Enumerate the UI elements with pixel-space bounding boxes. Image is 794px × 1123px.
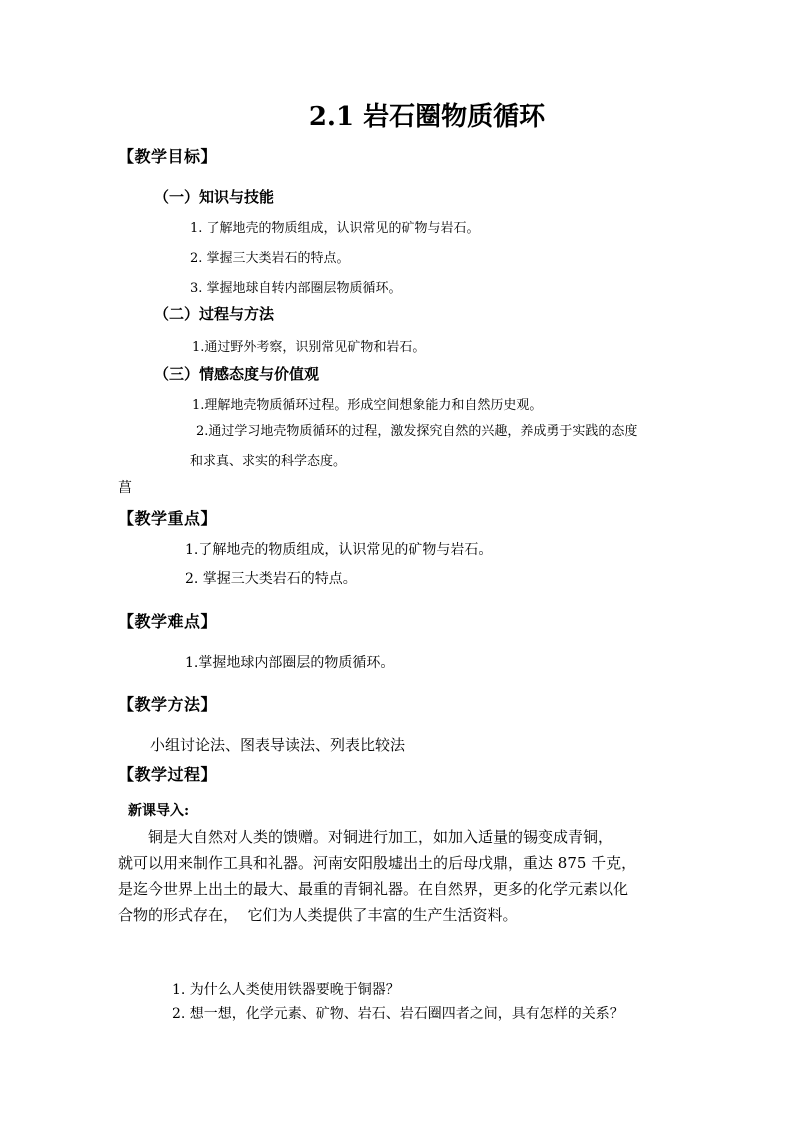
question-1: 1. 为什么人类使用铁器要晚于铜器？ <box>172 982 400 998</box>
page-title: 2.1 岩石圈物质循环 <box>308 102 546 132</box>
section-heading-process: 【教学过程】 <box>118 765 218 784</box>
intro-paragraph-line-1: 铜是大自然对人类的馈赠。对铜进行加工，如加入适量的锡变成青铜， <box>148 828 614 846</box>
emotion-item-2: 2.通过学习地壳物质循环的过程，激发探究自然的兴趣，养成勇于实践的态度 <box>196 424 638 439</box>
knowledge-item-1: 1. 了解地壳的物质组成，认识常见的矿物与岩石。 <box>190 221 480 236</box>
subheading-process-method: （二）过程与方法 <box>154 305 275 323</box>
section-heading-methods: 【教学方法】 <box>118 695 218 714</box>
key-point-item-2: 2. 掌握三大类岩石的特点。 <box>185 571 357 587</box>
intro-label: 新课导入: <box>128 803 190 819</box>
section-heading-objectives: 【教学目标】 <box>118 147 218 166</box>
difficulty-item-1: 1.掌握地球内部圈层的物质循环。 <box>185 655 395 671</box>
intro-paragraph-line-3: 是迄今世界上出土的最大、最重的青铜礼器。在自然界，更多的化学元素以化 <box>118 880 629 898</box>
knowledge-item-2: 2. 掌握三大类岩石的特点。 <box>190 251 350 266</box>
intro-paragraph-line-2: 就可以用来制作工具和礼器。河南安阳殷墟出土的后母戊鼎，重达 875 千克， <box>118 854 637 872</box>
process-item-1: 1.通过野外考察，识别常见矿物和岩石。 <box>192 340 426 355</box>
emotion-item-1: 1.理解地壳物质循环过程。形成空间想象能力和自然历史观。 <box>192 398 543 413</box>
methods-text: 小组讨论法、图表导读法、列表比较法 <box>150 736 406 754</box>
subheading-emotion-values: （三）情感态度与价值观 <box>154 365 320 383</box>
stray-character: 菖 <box>118 480 132 496</box>
intro-paragraph-line-4: 合物的形式存在， 它们为人类提供了丰富的生产生活资料。 <box>118 906 518 924</box>
question-2: 2. 想一想，化学元素、矿物、岩石、岩石圈四者之间，具有怎样的关系？ <box>172 1006 624 1022</box>
section-heading-difficulties: 【教学难点】 <box>118 612 218 631</box>
emotion-item-2-continued: 和求真、求实的科学态度。 <box>190 454 347 469</box>
key-point-item-1: 1.了解地壳的物质组成，认识常见的矿物与岩石。 <box>185 542 493 558</box>
subheading-knowledge-skills: （一）知识与技能 <box>154 188 275 206</box>
knowledge-item-3: 3. 掌握地球自转内部圈层物质循环。 <box>190 281 402 296</box>
section-heading-key-points: 【教学重点】 <box>118 509 218 528</box>
